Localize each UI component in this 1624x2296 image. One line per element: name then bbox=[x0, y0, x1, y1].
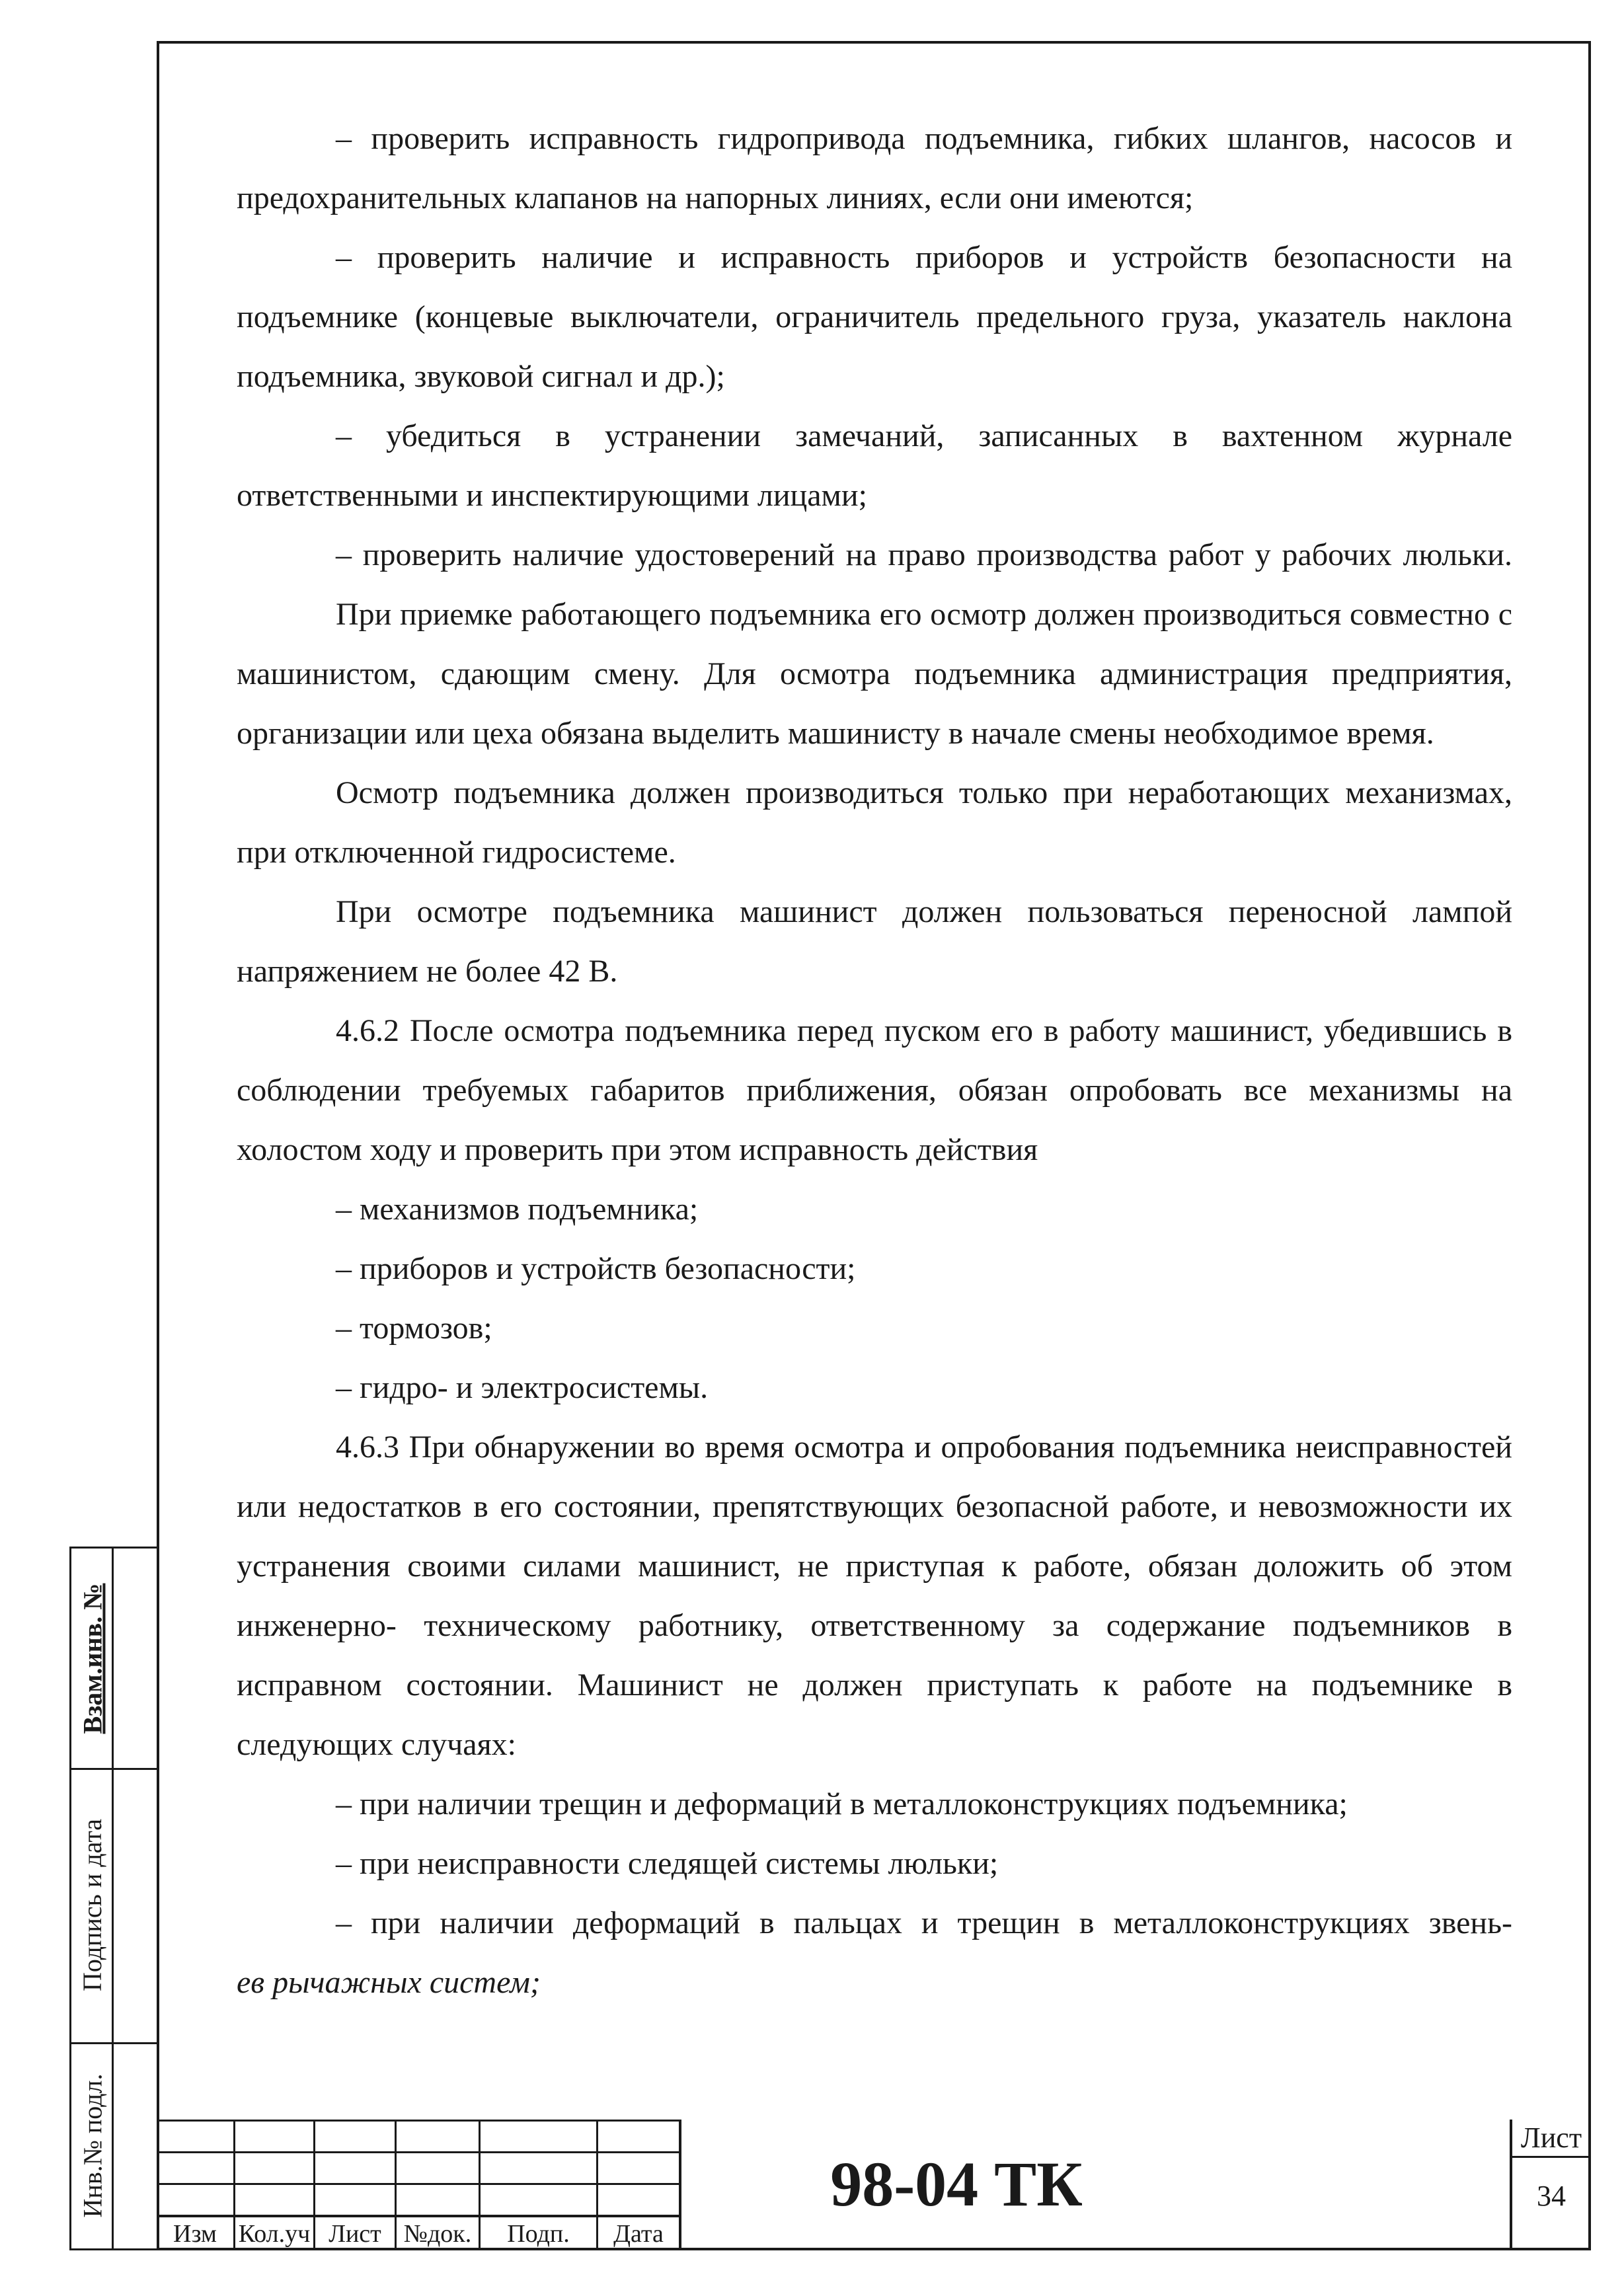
list-item: – при наличии трещин и деформаций в металлоконструкциях подъемника; bbox=[336, 1786, 1348, 1821]
paragraph: – проверить наличие удостоверений на право производства работ у рабочих люльки. bbox=[336, 537, 1512, 572]
caption-date: Дата bbox=[613, 2220, 664, 2248]
vzam-inv-label: Взам.инв. № bbox=[77, 1583, 108, 1734]
paragraph: При приемке работающего подъемника его осмотр должен производиться совместно с машинистом, сдающим смену. Для осмотра подъемника администрация предприятия, организации или цеха обязана выделить машинисту в начале смены необходимое время. bbox=[237, 597, 1512, 751]
caption-izm: Изм bbox=[173, 2220, 217, 2248]
caption-signature: Подп. bbox=[507, 2220, 570, 2248]
paragraph: 4.6.2 После осмотра подъемника перед пуском его в работу машинист, убедившись в соблюдении требуемых габаритов приближения, обязан опробовать все механизмы на холостом ходу и проверить при этом исправность действия bbox=[237, 1013, 1512, 1167]
sheet-number: 34 bbox=[1537, 2180, 1566, 2212]
list-item: – приборов и устройств безопасности; bbox=[336, 1251, 856, 1286]
title-block bbox=[157, 2120, 1591, 2250]
paragraph: – убедиться в устранении замечаний, записанных в вахтенном журнале ответственными и инспектирующими лицами; bbox=[237, 418, 1512, 513]
side-stamp bbox=[69, 1547, 159, 2250]
list-item: – при неисправности следящей системы люльки; bbox=[336, 1846, 999, 1881]
document-code: 98-04 ТК bbox=[830, 2149, 1083, 2219]
document-body bbox=[237, 109, 1512, 2012]
paragraph: – проверить наличие и исправность приборов и устройств безопасности на подъемнике (концевые выключатели, ограничитель предельного груза, указатель наклона подъемника, звуковой сигнал и др.); bbox=[237, 240, 1512, 394]
list-item-continuation: ев рычажных систем; bbox=[237, 1965, 541, 2000]
paragraph: Осмотр подъемника должен производиться только при неработающих механизмах, при отключенной гидросистеме. bbox=[237, 775, 1512, 870]
list-item: – механизмов подъемника; bbox=[336, 1192, 699, 1227]
list-item: – тормозов; bbox=[336, 1311, 492, 1346]
list-item: – при наличии деформаций в пальцах и трещин в металлоконструкциях звень- bbox=[336, 1905, 1512, 1940]
inv-number-label: Инв.№ подл. bbox=[77, 2073, 108, 2217]
list-item: – гидро- и электросистемы. bbox=[336, 1370, 709, 1405]
sheet-label: Лист bbox=[1520, 2122, 1582, 2154]
caption-kol-uch: Кол.уч bbox=[238, 2220, 311, 2248]
paragraph: 4.6.3 При обнаружении во время осмотра и опробования подъемника неисправностей или недостатков в его состоянии, препятствующих безопасной работе, и невозможности их устранения своими силами машинист, не приступая к работе, обязан доложить об этом инженерно- техническому работнику, ответственному за содержание подъемников в исправном состоянии. Машинист не должен приступать к работе на подъемнике в следующих случаях: bbox=[237, 1430, 1512, 1762]
paragraph: – проверить исправность гидропривода подъемника, гибких шлангов, насосов и предохранительных клапанов на напорных линиях, если они имеются; bbox=[237, 121, 1512, 215]
signature-date-label: Подпись и дата bbox=[77, 1818, 108, 1992]
paragraph: При осмотре подъемника машинист должен пользоваться переносной лампой напряжением не более 42 В. bbox=[237, 894, 1512, 989]
caption-list: Лист bbox=[329, 2220, 381, 2248]
caption-doc-number: №док. bbox=[403, 2220, 472, 2248]
